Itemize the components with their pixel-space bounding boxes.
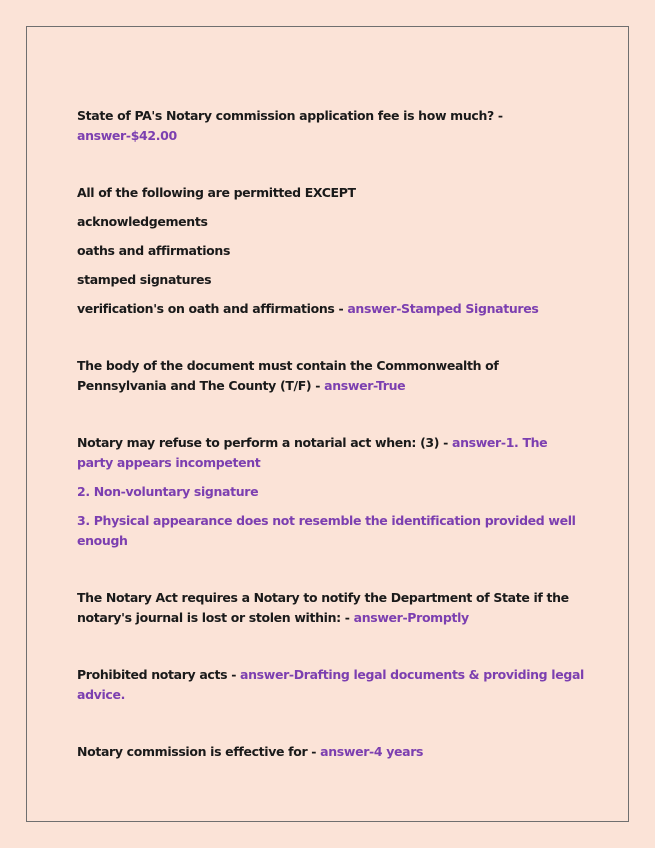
qa-item-fee — [77, 106, 587, 146]
question-text: Notary commission is effective for - — [77, 744, 321, 759]
question-text: The Notary Act requires a Notary to notify the Department of State if the notary's journal is lost or stolen within: - — [77, 590, 569, 625]
question-text: State of PA's Notary commission application fee is how much? - — [77, 108, 503, 123]
question-text: The body of the document must contain the Commonwealth of Pennsylvania and The County (T/F) - — [77, 358, 499, 393]
question-text: Prohibited notary acts - — [77, 667, 241, 682]
answer-text: answer-True — [324, 378, 406, 393]
answer-line: 3. Physical appearance does not resemble the identification provided well enough — [77, 513, 576, 548]
option-text: verification's on oath and affirmations - — [77, 301, 348, 316]
answer-text: answer-4 years — [320, 744, 424, 759]
qa-item-refuse — [77, 433, 587, 473]
answer-text: answer-$42.00 — [77, 128, 177, 143]
qa-item-journal — [77, 588, 587, 628]
document-body — [77, 106, 587, 762]
qa-item-body-content — [77, 356, 587, 396]
qa-item-prohibited — [77, 665, 587, 705]
answer-text: answer-1. The party appears incompetent — [77, 435, 548, 470]
option-text: acknowledgements — [77, 214, 208, 229]
answer-text: answer-Promptly — [353, 610, 469, 625]
answer-text: answer-Drafting legal documents & providing legal advice. — [77, 667, 584, 702]
question-text: Notary may refuse to perform a notarial act when: (3) - — [77, 435, 452, 450]
answer-line: 2. Non-voluntary signature — [77, 484, 259, 499]
question-text: All of the following are permitted EXCEPT — [77, 185, 356, 200]
option-text: stamped signatures — [77, 272, 212, 287]
option-text: oaths and affirmations — [77, 243, 231, 258]
qa-item-except — [77, 299, 587, 319]
answer-text: answer-Stamped Signatures — [347, 301, 539, 316]
qa-item-term — [77, 742, 587, 762]
